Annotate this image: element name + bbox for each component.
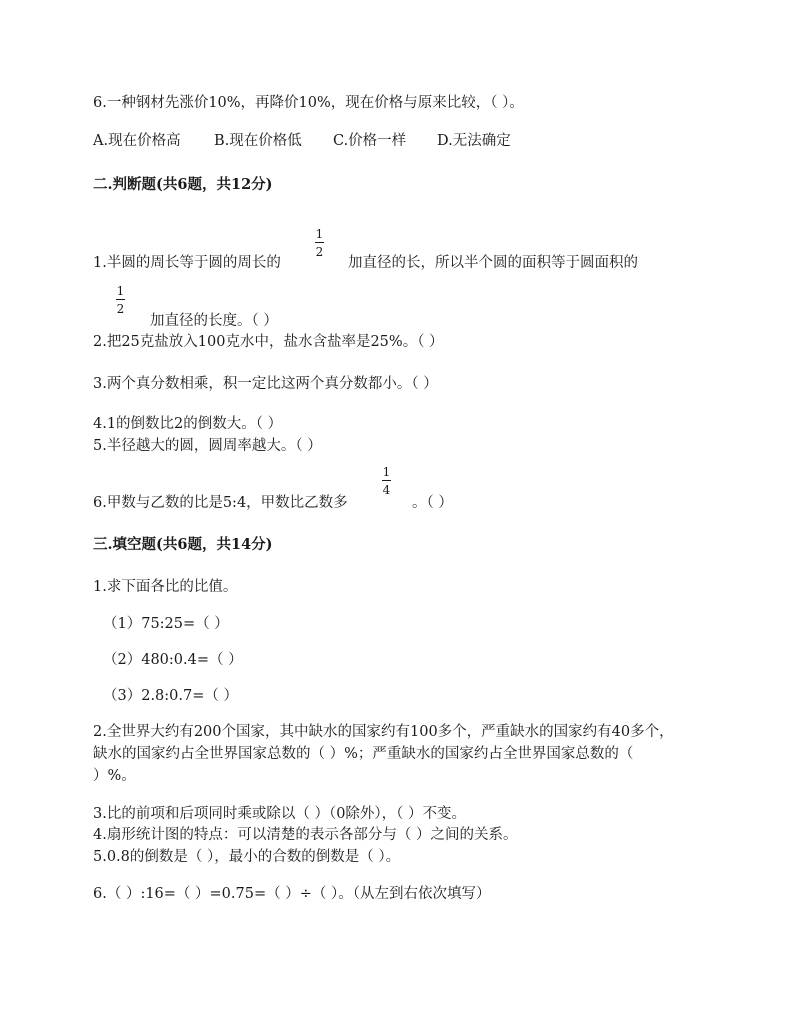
judge-question-5: 5.半径越大的圆，圆周率越大。（ ） [93,438,322,454]
option-c: C.价格一样 [333,133,407,149]
judge-question-1-part-a: 1.半圆的周长等于圆的周长的 [93,255,281,271]
judge-question-1-part-c: 加直径的长度。（ ） [150,313,278,329]
fill-question-1-item-1: （1）75:25=（ ） [103,616,229,632]
section-2-title: 二.判断题(共6题，共12分) [93,176,273,193]
fill-question-2-line-3: ）%。 [93,768,136,784]
judge-question-3: 3.两个真分数相乘，积一定比这两个真分数都小。（ ） [93,376,438,392]
fraction-denominator: 2 [116,302,125,316]
fill-question-5: 5.0.8的倒数是（ ），最小的合数的倒数是（ ）。 [93,849,401,865]
option-d: D.无法确定 [437,133,511,149]
fraction-numerator: 1 [382,465,391,479]
fill-question-3: 3.比的前项和后项同时乘或除以（ ）（0除外），（ ）不变。 [93,806,467,822]
fill-question-2-line-2: 缺水的国家约占全世界国家总数的（ ）%；严重缺水的国家约占全世界国家总数的（ [93,746,634,762]
choice-question-6: 6.一种钢材先涨价10%，再降价10%，现在价格与原来比较，（ ）。 [93,95,524,111]
section-3-title: 三.填空题(共6题，共14分) [93,536,273,553]
judge-question-6-part-b: 。（ ） [412,495,453,511]
judge-question-6-part-a: 6.甲数与乙数的比是5:4，甲数比乙数多 [93,495,348,511]
option-a: A.现在价格高 [93,133,181,149]
fill-question-2-line-1: 2.全世界大约有200个国家，其中缺水的国家约有100多个，严重缺水的国家约有40多个， [93,724,674,740]
fraction-numerator: 1 [116,284,125,298]
judge-question-2: 2.把25克盐放入100克水中，盐水含盐率是25%。（ ） [93,334,444,350]
judge-question-1-part-b: 加直径的长，所以半个圆的面积等于圆面积的 [348,255,638,271]
fill-question-1-item-3: （3）2.8:0.7=（ ） [103,688,238,704]
fraction-denominator: 2 [315,245,324,259]
fraction-numerator: 1 [315,227,324,241]
fraction-one-half-2 [116,285,125,315]
option-b: B.现在价格低 [214,133,302,149]
fraction-bar [382,480,391,481]
fill-question-1: 1.求下面各比的比值。 [93,579,238,595]
fraction-one-quarter [382,466,391,496]
fraction-bar [315,242,324,243]
fill-question-6: 6.（ ）:16=（ ）=0.75=（ ）÷（ ）。（从左到右依次填写） [93,886,491,902]
fraction-denominator: 4 [382,483,391,497]
judge-question-4: 4.1的倒数比2的倒数大。（ ） [93,416,283,432]
fraction-bar [116,299,125,300]
fill-question-1-item-2: （2）480:0.4=（ ） [103,652,243,668]
fraction-one-half [315,228,324,258]
fill-question-4: 4.扇形统计图的特点：可以清楚的表示各部分与（ ）之间的关系。 [93,827,518,843]
